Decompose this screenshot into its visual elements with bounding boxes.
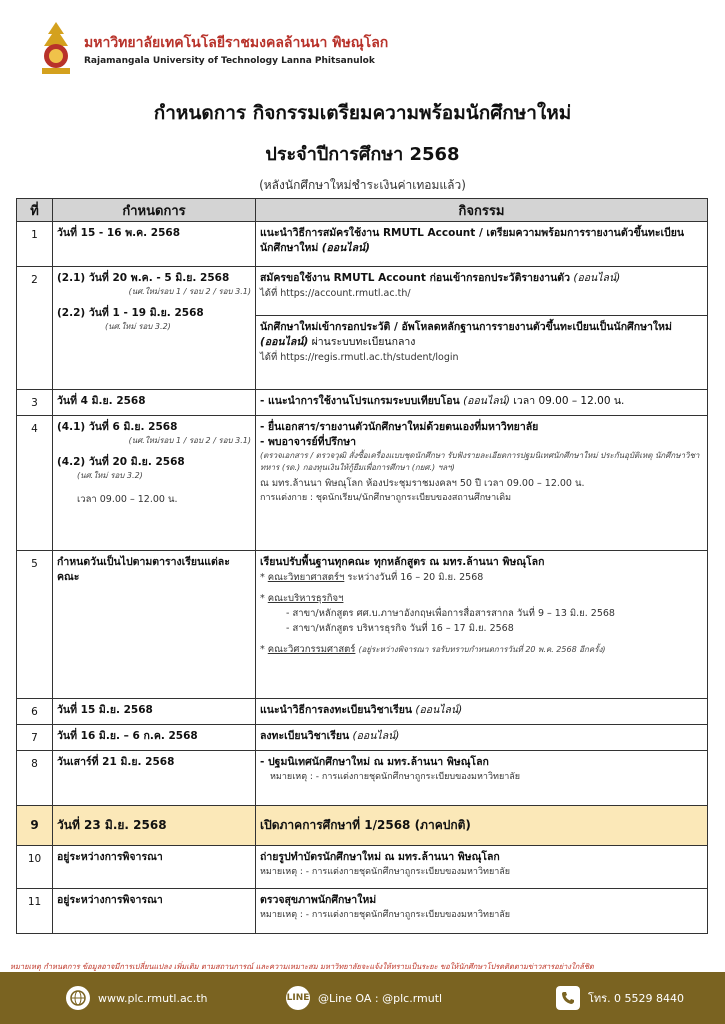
university-logo-icon bbox=[36, 20, 76, 78]
row-activity: เปิดภาคการศึกษาที่ 1/2568 (ภาคปกติ) bbox=[256, 806, 708, 846]
faculty-business: คณะบริหารธุรกิจฯ bbox=[267, 593, 344, 604]
table-row-highlight bbox=[17, 806, 708, 846]
page-title: กำหนดการ กิจกรรมเตรียมความพร้อมนักศึกษาใหม่ bbox=[153, 102, 572, 124]
col-header-activity: กิจกรรม bbox=[256, 199, 708, 222]
program-line: - สาขา/หลักสูตร บริหารธุรกิจ วันที่ 16 – 17 มิ.ย. 2568 bbox=[286, 623, 514, 634]
row-number: 6 bbox=[17, 699, 53, 725]
activity-text: - แนะนำการใช้งานโปรแกรมระบบเทียบโอน bbox=[260, 395, 460, 407]
program-line: - สาขา/หลักสูตร ศศ.บ.ภาษาอังกฤษเพื่อการสื่อสารสากล วันที่ 9 – 13 มิ.ย. 2568 bbox=[286, 608, 615, 619]
row-activity bbox=[256, 889, 708, 934]
account-link[interactable]: ได้ที่ https://account.rmutl.ac.th/ bbox=[260, 288, 411, 299]
footer-bar bbox=[0, 972, 725, 1024]
activity-note: หมายเหตุ : - การแต่งกายชุดนักศึกษาถูกระเบียบของมหาวิทยาลัย bbox=[260, 867, 511, 877]
activity-note: หมายเหตุ : - การแต่งกายชุดนักศึกษาถูกระเบียบของมหาวิทยาลัย bbox=[260, 910, 511, 920]
activity-note: หมายเหตุ : - การแต่งกายชุดนักศึกษาถูกระเบียบของมหาวิทยาลัย bbox=[270, 772, 521, 782]
university-name-th: มหาวิทยาลัยเทคโนโลยีราชมงคลล้านนา พิษณุโลก bbox=[84, 35, 389, 51]
row-date: วันเสาร์ที่ 21 มิ.ย. 2568 bbox=[53, 751, 256, 806]
row-activity bbox=[256, 699, 708, 725]
row-date: อยู่ระหว่างการพิจารณา bbox=[53, 846, 256, 889]
row-activity bbox=[256, 416, 708, 551]
date-sub: (นศ.ใหม่รอบ 1 / รอบ 2 / รอบ 3.1) bbox=[128, 287, 251, 296]
website-label: www.plc.rmutl.ac.th bbox=[98, 991, 208, 1005]
table-header-row bbox=[17, 199, 708, 222]
globe-icon bbox=[66, 986, 90, 1010]
activity-text: - ปฐมนิเทศนักศึกษาใหม่ ณ มทร.ล้านนา พิษณุโลก bbox=[260, 756, 489, 768]
row-activity: เรียนปรับพื้นฐานทุกคณะ ทุกหลักสูตร ณ มทร.ล้านนา พิษณุโลก * คณะวิทยาศาสตร์ฯ ระหว่างวันที่ 16 – 20 มิ.ย. 2568 * คณะบริหารธุรกิจฯ - สาขา/หลักสูตร ศศ.บ.ภาษาอังกฤษเพื่อการสื่อสารสากล วันที่ 9 – 13 มิ.ย. 2568 - สาขา/หลักสูตร บริหารธุรกิจ วันที่ 16 – 17 มิ.ย. 2568 * คณะวิศวกรรมศาสตร์ (อยู่ระหว่างพิจารณา รอรับทราบกำหนดการวันที่ 20 พ.ค. 2568 อีกครั้ง) bbox=[256, 551, 708, 699]
row-date: วันที่ 15 มิ.ย. 2568 bbox=[53, 699, 256, 725]
activity-tail: ผ่านระบบทะเบียนกลาง bbox=[311, 336, 416, 348]
row-activity bbox=[256, 222, 708, 267]
phone-label: โทร. 0 5529 8440 bbox=[588, 992, 685, 1005]
row-activity bbox=[256, 390, 708, 416]
row-number: 4 bbox=[17, 416, 53, 551]
row-number: 2 bbox=[17, 267, 53, 390]
footer-line[interactable] bbox=[286, 986, 442, 1010]
date-line: (4.1) วันที่ 6 มิ.ย. 2568 bbox=[57, 421, 178, 433]
row-date: วันที่ 4 มิ.ย. 2568 bbox=[53, 390, 256, 416]
row-date bbox=[53, 267, 256, 390]
activity-text: เรียนปรับพื้นฐานทุกคณะ ทุกหลักสูตร ณ มทร.ล้านนา พิษณุโลก bbox=[260, 556, 545, 568]
table-row bbox=[17, 846, 708, 889]
table-row bbox=[17, 416, 708, 551]
row-activity bbox=[256, 846, 708, 889]
col-header-num: ที่ bbox=[17, 199, 53, 222]
row-date: วันที่ 16 มิ.ย. – 6 ก.ค. 2568 bbox=[53, 725, 256, 751]
activity-mode: (ออนไลน์) bbox=[463, 395, 510, 407]
row-number: 5 bbox=[17, 551, 53, 699]
schedule-table bbox=[16, 198, 708, 934]
faculty-dates: ระหว่างวันที่ 16 – 20 มิ.ย. 2568 bbox=[347, 572, 484, 583]
title-note: (หลังนักศึกษาใหม่ชำระเงินค่าเทอมแล้ว) bbox=[259, 178, 466, 192]
university-name-en: Rajamangala University of Technology Lanna Phitsanulok bbox=[84, 56, 375, 66]
activity-mode: (ออนไลน์) bbox=[352, 730, 400, 742]
activity-tail: เวลา 09.00 – 12.00 น. bbox=[513, 395, 625, 407]
row-activity bbox=[256, 751, 708, 806]
row-activity bbox=[256, 267, 708, 390]
table-row bbox=[17, 725, 708, 751]
row-number: 10 bbox=[17, 846, 53, 889]
activity-text: แนะนำวิธีการสมัครใช้งาน RMUTL Account / เตรียมความพร้อมการรายงานตัวขึ้นทะเบียนนักศึกษาใหม่ bbox=[260, 227, 685, 254]
table-row bbox=[17, 267, 708, 390]
footer-website[interactable] bbox=[66, 986, 208, 1010]
activity-detail: (ตรวจเอกสาร / ตรวจวุฒิ สั่งซื้อเครื่องแบบชุดนักศึกษา รับฟังรายละเอียดการปฐมนิเทศนักศึกษาใหม่ ประกันอุบัติเหตุ นักศึกษาวิชาทหาร (รด.) กองทุนเงินให้กู้ยืมเพื่อการศึกษา (กยศ.) ฯลฯ) bbox=[260, 451, 700, 472]
date-sub: (นศ.ใหม่ รอบ 3.2) bbox=[105, 322, 171, 331]
table-row bbox=[17, 222, 708, 267]
date-line: (2.1) วันที่ 20 พ.ค. - 5 มิ.ย. 2568 bbox=[57, 272, 230, 284]
row-date: กำหนดวันเป็นไปตามตารางเรียนแต่ละคณะ bbox=[53, 551, 256, 699]
row-number: 1 bbox=[17, 222, 53, 267]
regis-link[interactable]: ได้ที่ https://regis.rmutl.ac.th/student/login bbox=[260, 352, 459, 363]
row-number: 7 bbox=[17, 725, 53, 751]
line-label: @Line OA : @plc.rmutl bbox=[318, 991, 443, 1005]
activity-text: ถ่ายรูปทำบัตรนักศึกษาใหม่ ณ มทร.ล้านนา พิษณุโลก bbox=[260, 851, 500, 863]
activity-text: แนะนำวิธีการลงทะเบียนวิชาเรียน bbox=[260, 704, 413, 716]
activity-location: ณ มทร.ล้านนา พิษณุโลก ห้องประชุมราชมงคลฯ 50 ปี เวลา 09.00 – 12.00 น. bbox=[260, 478, 585, 489]
date-line: (4.2) วันที่ 20 มิ.ย. 2568 bbox=[57, 456, 185, 468]
row-date bbox=[53, 416, 256, 551]
table-row bbox=[17, 751, 708, 806]
disclaimer-note: หมายเหตุ กำหนดการ ข้อมูลอาจมีการเปลี่ยนแปลง เพิ่มเติม ตามสถานการณ์ และความเหมาะสม มหาวิทยาลัยจะแจ้งให้ทราบเป็นระยะ ขอให้นักศึกษาโปรดติดตามข่าวสารอย่างใกล้ชิด bbox=[10, 962, 594, 971]
academic-year-title: ประจำปีการศึกษา 2568 bbox=[265, 144, 460, 165]
table-row bbox=[17, 889, 708, 934]
row-date: วันที่ 15 - 16 พ.ค. 2568 bbox=[53, 222, 256, 267]
activity-text: - ยื่นเอกสาร/รายงานตัวนักศึกษาใหม่ด้วยตนเองที่มหาวิทยาลัย bbox=[260, 421, 539, 433]
row-number: 8 bbox=[17, 751, 53, 806]
date-sub: (นศ.ใหม่รอบ 1 / รอบ 2 / รอบ 3.1) bbox=[128, 436, 251, 445]
row-date: อยู่ระหว่างการพิจารณา bbox=[53, 889, 256, 934]
row-number: 3 bbox=[17, 390, 53, 416]
row-number: 11 bbox=[17, 889, 53, 934]
row-activity bbox=[256, 725, 708, 751]
faculty-science: คณะวิทยาศาสตร์ฯ bbox=[267, 572, 345, 583]
footer-phone[interactable] bbox=[556, 986, 684, 1010]
activity-text: สมัครขอใช้งาน RMUTL Account ก่อนเข้ากรอกประวัติรายงานตัว bbox=[260, 272, 570, 284]
faculty-engineering: คณะวิศวกรรมศาสตร์ bbox=[267, 644, 356, 655]
activity-dress: การแต่งกาย : ชุดนักเรียน/นักศึกษาถูกระเบียบของสถานศึกษาเดิม bbox=[260, 493, 512, 503]
activity-mode: (ออนไลน์) bbox=[321, 242, 370, 254]
page-header bbox=[36, 14, 388, 84]
activity-mode: (ออนไลน์) bbox=[415, 704, 463, 716]
line-icon: LINE bbox=[286, 986, 310, 1010]
date-line: (2.2) วันที่ 1 - 19 มิ.ย. 2568 bbox=[57, 307, 204, 319]
activity-text: ลงทะเบียนวิชาเรียน bbox=[260, 730, 350, 742]
date-sub: (นศ.ใหม่ รอบ 3.2) bbox=[77, 471, 143, 480]
row-date: วันที่ 23 มิ.ย. 2568 bbox=[53, 806, 256, 846]
phone-icon bbox=[556, 986, 580, 1010]
col-header-date: กำหนดการ bbox=[53, 199, 256, 222]
activity-mode: (ออนไลน์) bbox=[260, 336, 309, 348]
activity-mode: (ออนไลน์) bbox=[573, 272, 621, 284]
activity-text: นักศึกษาใหม่เข้ากรอกประวัติ / อัพโหลดหลักฐานการรายงานตัวขึ้นทะเบียนเป็นนักศึกษาใหม่ bbox=[260, 321, 672, 333]
table-row bbox=[17, 699, 708, 725]
date-time: เวลา 09.00 – 12.00 น. bbox=[77, 494, 178, 505]
row-number: 9 bbox=[17, 806, 53, 846]
activity-text: - พบอาจารย์ที่ปรึกษา bbox=[260, 436, 357, 448]
activity-text: ตรวจสุขภาพนักศึกษาใหม่ bbox=[260, 894, 377, 906]
table-row bbox=[17, 390, 708, 416]
table-row bbox=[17, 551, 708, 699]
faculty-note: (อยู่ระหว่างพิจารณา รอรับทราบกำหนดการวันที่ 20 พ.ค. 2568 อีกครั้ง) bbox=[358, 645, 606, 654]
